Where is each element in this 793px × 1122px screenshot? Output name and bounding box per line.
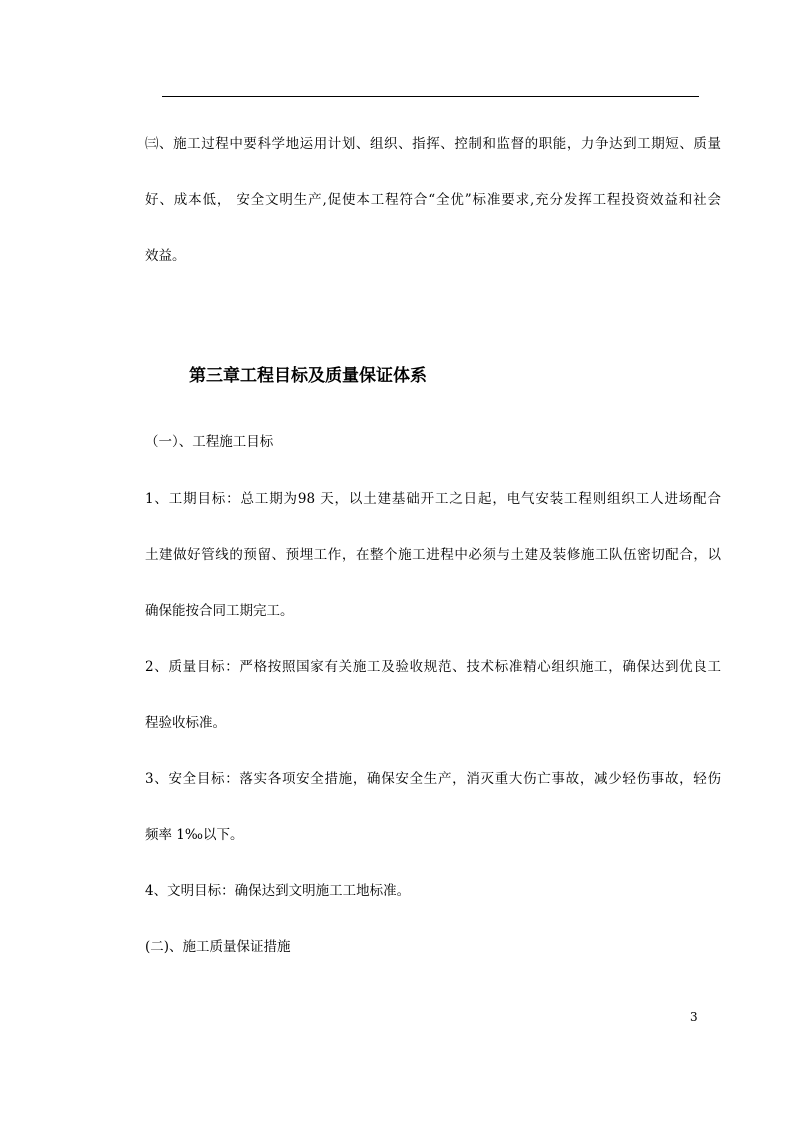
goal-line: 4、文明目标：确保达到文明施工工地标准。 <box>145 883 411 899</box>
goal-line: 程验收标准。 <box>145 715 226 731</box>
intro-line: ㈢、施工过程中要科学地运用计划、组织、指挥、控制和监督的职能，力争达到工期短、质量 <box>145 136 721 152</box>
goal-line: 1、工期目标：总工期为98 天，以土建基础开工之日起，电气安装工程则组织工人进场配合 <box>145 491 721 507</box>
goal-line: 土建做好管线的预留、预埋工作，在整个施工进程中必须与土建及装修施工队伍密切配合，以 <box>145 547 721 563</box>
intro-line: 好、成本低， 安全文明生产,促使本工程符合“全优”标准要求,充分发挥工程投资效益和社会 <box>145 192 721 208</box>
goal-line: 2、质量目标：严格按照国家有关施工及验收规范、技术标准精心组织施工，确保达到优良工 <box>145 659 721 675</box>
section-heading: (二)、施工质量保证措施 <box>145 939 291 955</box>
goal-line: 频率 1‰以下。 <box>145 827 244 843</box>
page-number: 3 <box>690 1010 698 1024</box>
section-heading: （一）、工程施工目标 <box>145 434 274 450</box>
intro-line: 效益。 <box>145 248 186 264</box>
goal-line: 确保能按合同工期完工。 <box>145 603 294 619</box>
goal-line: 3、安全目标：落实各项安全措施，确保安全生产，消灭重大伤亡事故，减少轻伤事故，轻伤 <box>145 771 721 787</box>
header-rule <box>162 96 699 97</box>
chapter-title: 第三章工程目标及质量保证体系 <box>189 366 427 386</box>
